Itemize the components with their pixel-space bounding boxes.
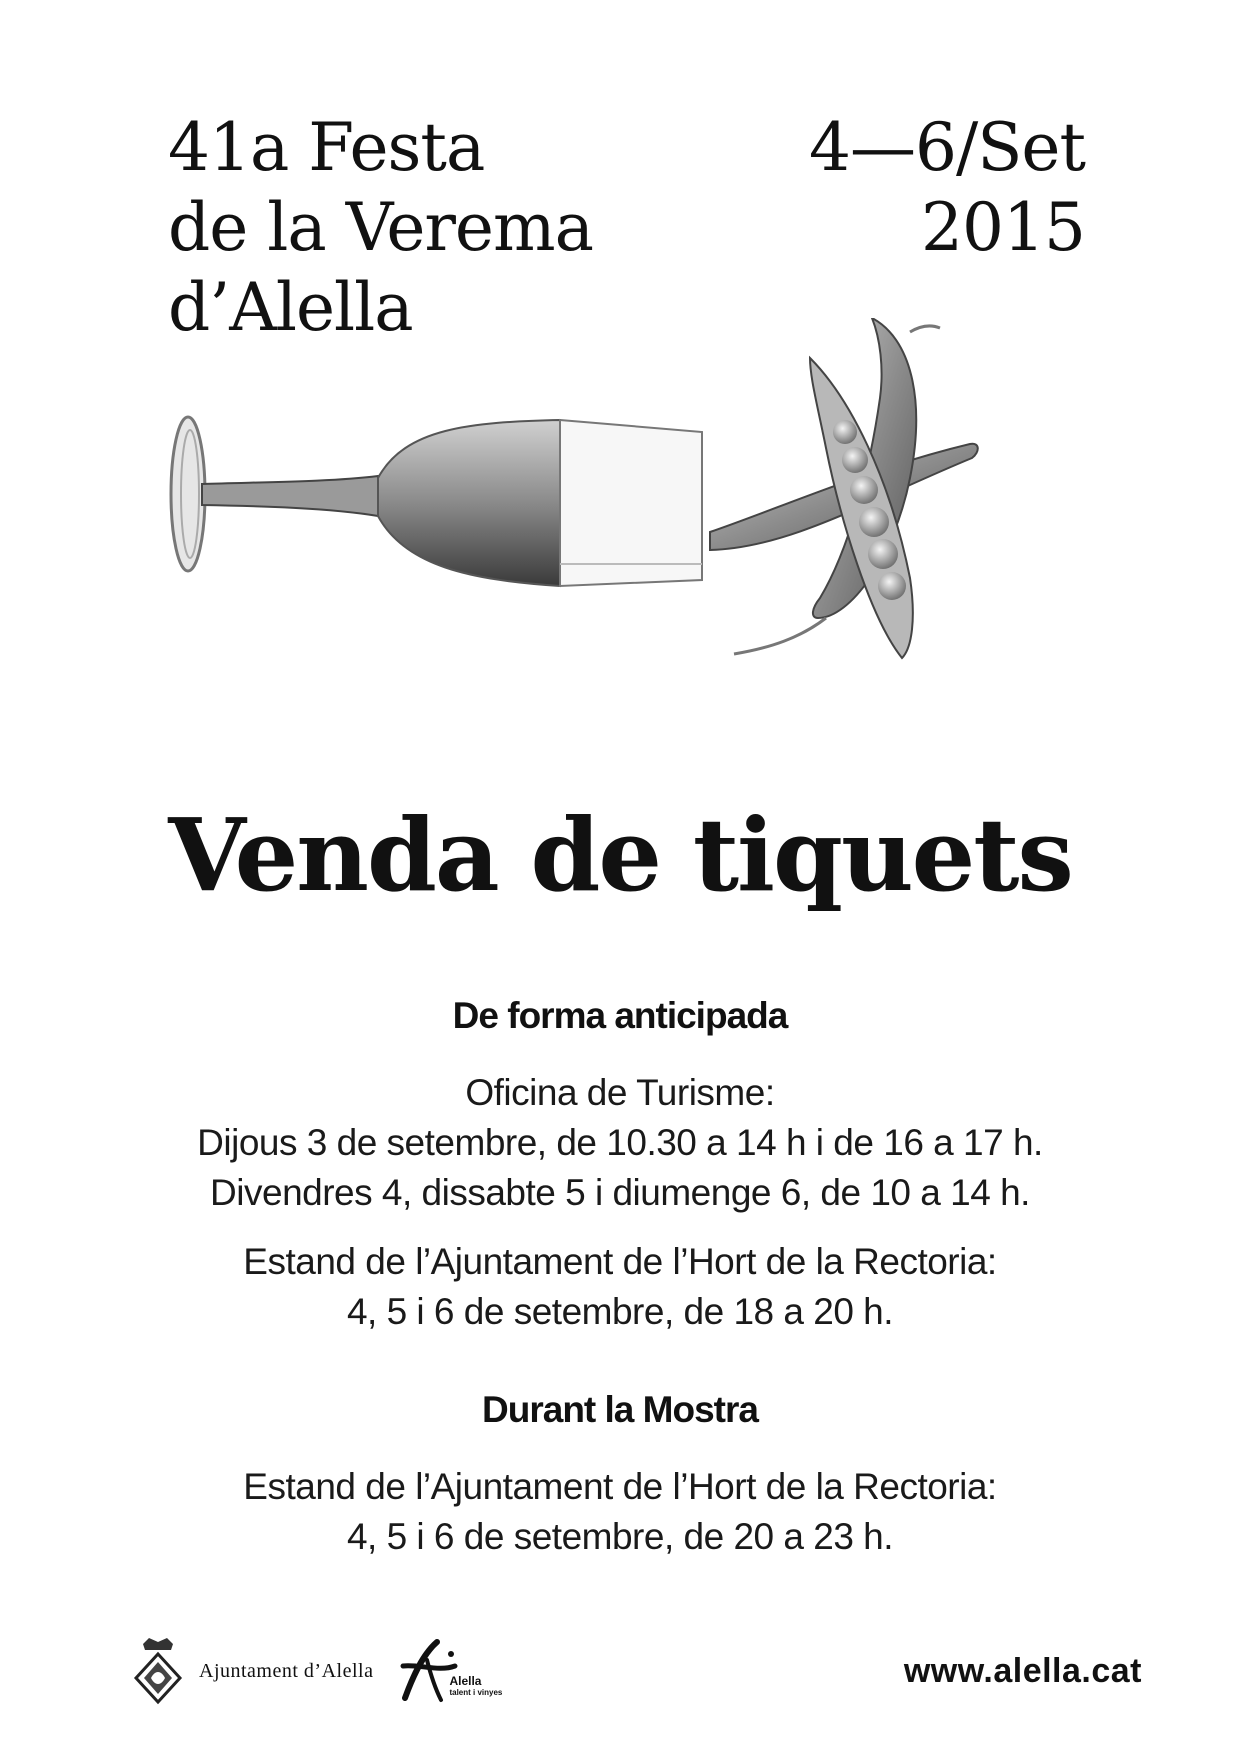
- paragraph-stand-advance: [0, 1237, 1240, 1337]
- festival-title: [168, 108, 688, 348]
- paragraph-tourism-office: [0, 1068, 1240, 1218]
- title-line-1: 41a Festa: [168, 109, 485, 186]
- pea: [833, 420, 857, 444]
- text-line: 4, 5 i 6 de setembre, de 18 a 20 h.: [346, 1291, 894, 1332]
- text-line: 4, 5 i 6 de setembre, de 20 a 23 h.: [346, 1516, 894, 1557]
- brand-name: Alella: [449, 1674, 482, 1688]
- headline: Venda de tiquets: [168, 796, 1072, 914]
- pea-pods-icon: [710, 318, 978, 658]
- glass-bowl: [378, 420, 560, 586]
- text-line: Oficina de Turisme:: [465, 1072, 775, 1113]
- illustration-svg: [150, 318, 1110, 738]
- glass-rim: [560, 420, 702, 586]
- alella-brand-logo: [399, 1636, 519, 1706]
- date-line-2: 2015: [921, 189, 1085, 266]
- pea: [878, 572, 906, 600]
- title-line-2: de la Verema: [168, 189, 593, 266]
- date-line-1: 4—6/Set: [808, 109, 1085, 186]
- municipality-name: Ajuntament d’Alella: [199, 1659, 374, 1682]
- text-line: Estand de l’Ajuntament de l’Hort de la Rectoria:: [243, 1466, 997, 1507]
- pea: [842, 447, 868, 473]
- glass-stem: [202, 476, 378, 516]
- wine-glass-icon: [171, 417, 702, 586]
- pea: [850, 476, 878, 504]
- illustration: [150, 318, 1110, 738]
- website-url: www.alella.cat: [903, 1652, 1142, 1690]
- pea: [868, 539, 898, 569]
- paragraph-stand-during: [0, 1462, 1240, 1562]
- pea-tendril: [734, 618, 826, 654]
- text-line: Estand de l’Ajuntament de l’Hort de la Rectoria:: [243, 1241, 997, 1282]
- coat-of-arms-icon: [133, 1636, 183, 1706]
- section-heading-advance: De forma anticipada: [452, 995, 788, 1036]
- text-line: Divendres 4, dissabte 5 i diumenge 6, de 10 a 14 h.: [210, 1172, 1030, 1213]
- title-line-3: d’Alella: [168, 269, 413, 346]
- festival-dates: [665, 108, 1085, 268]
- footer-logos: [133, 1636, 519, 1706]
- pea: [859, 507, 889, 537]
- pea-stem: [910, 326, 940, 332]
- brand-tagline: talent i vinyes: [449, 1688, 503, 1697]
- text-line: Dijous 3 de setembre, de 10.30 a 14 h i de 16 a 17 h.: [197, 1122, 1043, 1163]
- section-heading-during: Durant la Mostra: [482, 1389, 758, 1430]
